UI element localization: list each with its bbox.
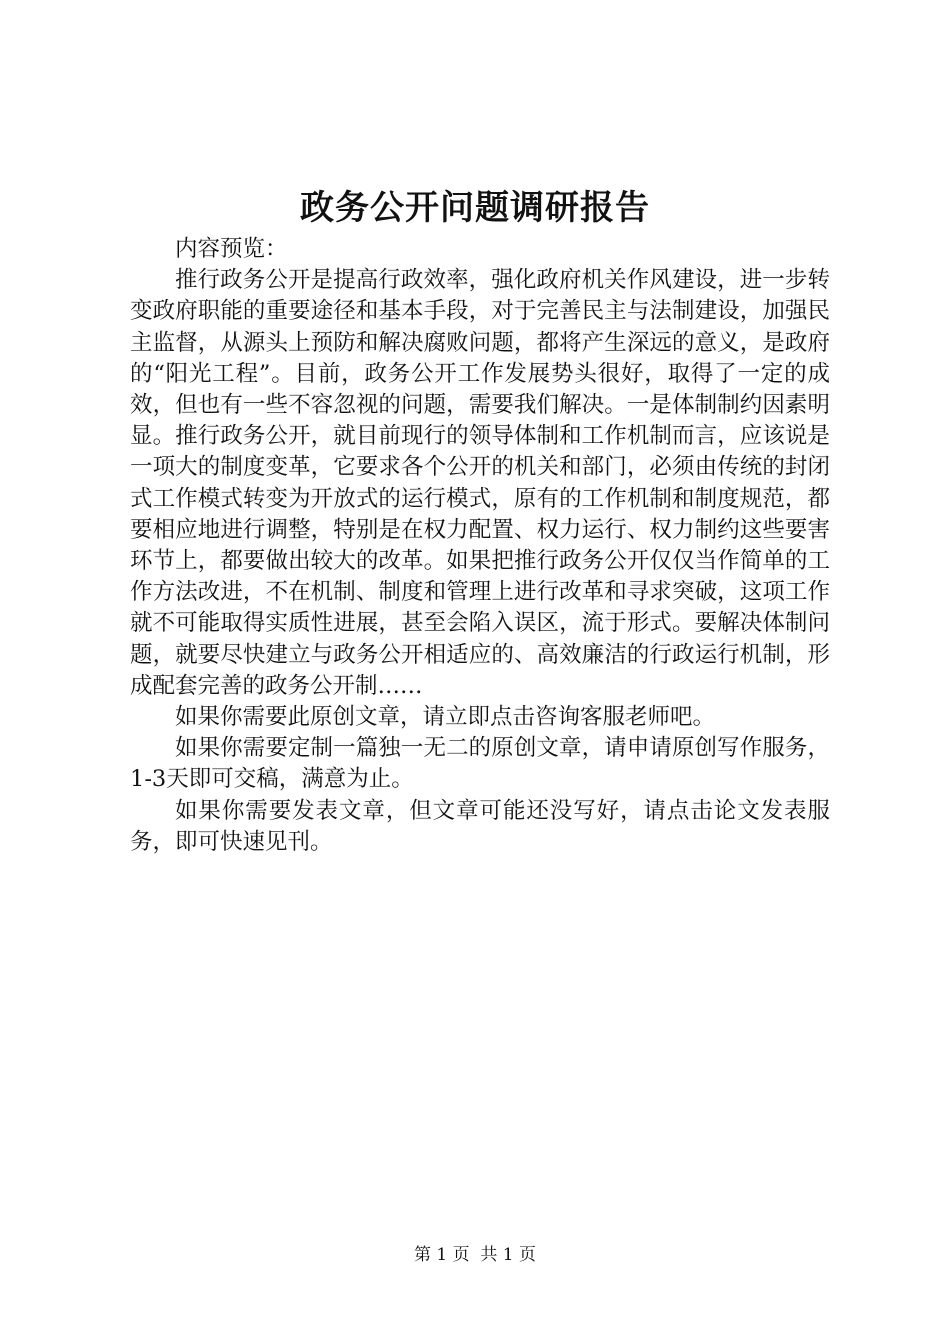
- preview-label: 内容预览：: [175, 236, 288, 262]
- document-body: [130, 234, 830, 858]
- custom-writing-paragraph: 如果你需要定制一篇独一无二的原创文章，请申请原创写作服务，1-3天即可交稿，满意为止。: [130, 735, 830, 793]
- page-total: 共 1 页: [480, 1245, 537, 1265]
- consult-paragraph: 如果你需要此原创文章，请立即点击咨询客服老师吧。: [175, 704, 716, 731]
- page-number: 第 1 页: [413, 1245, 470, 1265]
- document-title: 政务公开问题调研报告: [300, 188, 650, 228]
- page-footer: [0, 1243, 950, 1267]
- main-paragraph: 推行政务公开是提高行政效率，强化政府机关作风建设，进一步转变政府职能的重要途径和基本手段，对于完善民主与法制建设，加强民主监督，从源头上预防和解决腐败问题，都将产生深远的意义，是政府的“阳光工程”。目前，政务公开工作发展势头很好，取得了一定的成效，但也有一些不容忽视的问题，需要我们解决。一是体制制约因素明显。推行政务公开，就目前现行的领导体制和工作机制而言，应该说是一项大的制度变革，它要求各个公开的机关和部门，必须由传统的封闭式工作模式转变为开放式的运行模式，原有的工作机制和制度规范，都要相应地进行调整，特别是在权力配置、权力运行、权力制约这些要害环节上，都要做出较大的改革。如果把推行政务公开仅仅当作简单的工作方法改进，不在机制、制度和管理上进行改革和寻求突破，这项工作就不可能取得实质性进展，甚至会陷入误区，流于形式。要解决体制问题，就要尽快建立与政务公开相适应的、高效廉洁的行政运行机制，形成配套完善的政务公开制……: [130, 267, 830, 699]
- publishing-paragraph: 如果你需要发表文章，但文章可能还没写好，请点击论文发表服务，即可快速见刊。: [130, 797, 830, 855]
